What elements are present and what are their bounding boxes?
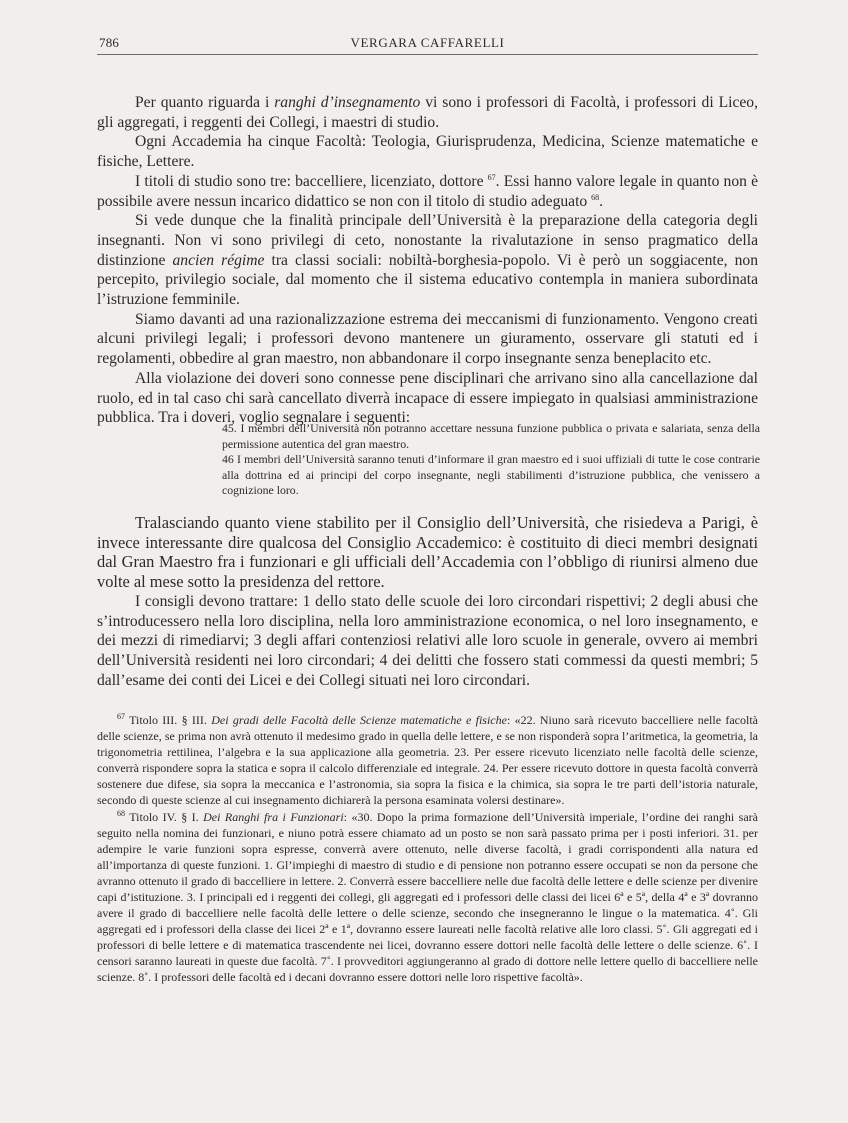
paragraph: Si vede dunque che la finalità principale dell’Università è la preparazione della categoria degli insegnanti. Non vi sono privilegi di ceto, nonostante la rivalutazione in senso pragmatico della distinzione ancien régime tra classi sociali: nobiltà-borghesia-popolo. Vi è però un soggiacente, non percepito, privilegio sociale, dal momento che il sistema educativo contempla in maniera subordinata l’istruzione femminile. (97, 212, 759, 309)
paragraph: Siamo davanti ad una razionalizzazione estrema dei meccanismi di funzionamento. Vengono creati alcuni privilegi legali; i professori devono mantenere un giuramento, osservare gli statuti ed i regolamenti, obbedire al gran maestro, non abbandonare il corpo insegnante senza beneplacito etc. (97, 310, 758, 368)
footnote-68: $^{68}$ Titolo IV. § I. Dei Ranghi fra i Funzionari: «30. Dopo la prima formazione dell’Università imperiale, l’ordine dei ranghi sarà seguito nella nomina dei funzionari, e niuno potrà essere chiamato ad un posto se non sarà passato prima per i posti inferiori. 31. per adempire le varie funzioni sopra espresse, converrà avere ottenuto, nelle diverse facoltà, i gradi corrispondenti alla natura ed all’importanza di queste funzioni. 1. Gl’impieghi di maestro di studio e di pensione non potranno essere occupati se non da persone che avranno ottenuto il grado di baccelliere in lettere. 2. Converrà essere baccelliere nelle due facoltà delle lettere e delle scienze per divenire capi d’istituzione. 3. I principali ed i reggenti dei collegi, gli aggregati ed i professori delle classi dei licei 6ª e 5ª, della 4ª e 3ª dovranno avere il grado di baccelliere nelle facoltà delle lettere o delle scienze, secondo che insegneranno le lingue o la matematica. 4˚. Gli aggregati ed i professori della classe dei licei 2ª e 1ª, dovranno essere laureati nelle facoltà relative alle loro classi. 5˚. Gli aggregati ed i professori di belle lettere e di matematica trascendente nei licei, dovranno essere dottori nelle facoltà delle lettere o delle scienze. 6˚. I censori saranno laureati in queste due facoltà. 7˚. I provveditori aggiungeranno al grado di dottore nelle lettere quello di baccelliere nelle scienze. 8˚. I professori delle facoltà ed i decani dovranno essere dottori nelle loro rispettive facoltà». (97, 809, 758, 984)
quote-item-46: 46 I membri dell’Università saranno tenuti d’informare il gran maestro ed i suoi uffiziali di tutte le cose contrarie alla dottrina ed ai principi del corpo insegnante, negli stabilimenti d’istruzione pubblica, che venissero a cognizione loro. (222, 452, 760, 498)
paragraph: I consigli devono trattare: 1 dello stato delle scuole dei loro circondari rispettivi; 2 degli abusi che s’introducessero nella loro disciplina, nella loro amministrazione economica, o nel loro insegnamento, e dei mezzi di rimediarvi; 3 degli affari contenziosi relativi alle loro scuole in generale, ovvero ai membri dell’Università residenti nei loro circondari; 4 dei delitti che fossero stati commessi da questi membri; 5 dall’esame dei conti dei Licei e dei Collegi situati nei loro circondari. (97, 592, 758, 689)
quote-item-45: 45. I membri dell’Università non potranno accettare nessuna funzione pubblica o privata e salariata, senza della permissione autentica del gran maestro. (222, 421, 760, 451)
body-text-bottom (97, 513, 758, 690)
body-text-top (97, 93, 758, 428)
paragraph: I titoli di studio sono tre: baccelliere, licenziato, dottore $^{67}$. Essi hanno valore legale in quanto non è possibile avere nessun incarico didattico se non con il titolo di studio adeguato $^{68}$. (97, 172, 758, 210)
paragraph: Alla violazione dei doveri sono connesse pene disciplinari che arrivano sino alla cancellazione dal ruolo, ed in tal caso chi sarà cancellato diverrà incapace di essere impiegato in qualsiasi amministrazione pubblica. Tra i doveri, voglio segnalare i seguenti: (97, 369, 758, 427)
footnote-67: $^{67}$ Titolo III. § III. Dei gradi delle Facoltà delle Scienze matematiche e fisiche: «22. Niuno sarà ricevuto baccelliere nelle facoltà delle scienze, se prima non avrà ottenuto il medesimo grado in quella delle lettere, e se non risponderà sopra l’aritmetica, la geometria, la trigonometria rettilinea, l’algebra e la sua applicazione alla geometria. 23. Per essere ricevuto licenziato nelle facoltà delle scienze, converrà rispondere sopra la statica e sopra il calcolo differenziale ed integrale. 24. Per essere ricevuto dottore in questa facoltà converrà sostenere due difese, sia sopra la meccanica e l’astronomia, sia sopra la fisica e la chimica, sia sopra le tre parti dell’istoria naturale, secondo di queste scienze al cui insegnamento dichiarerà la persona esaminata volersi destinare». (97, 712, 758, 807)
footnotes (97, 712, 758, 986)
paragraph: Tralasciando quanto viene stabilito per il Consiglio dell’Università, che risiedeva a Parigi, è invece interessante dire qualcosa del Consiglio Accademico: è costituito di dieci membri designati dal Gran Maestro fra i funzionari e gli ufficiali dell’Accademia con l’obbligo di riunirsi almeno due volte al mese sotto la presidenza del rettore. (97, 513, 758, 592)
block-quote (222, 421, 760, 499)
footnote-number: 67 (117, 712, 125, 721)
footnote-ref-68[interactable]: 68 (591, 192, 600, 202)
page-number: 786 (99, 35, 120, 50)
running-title: VERGARA CAFFARELLI (350, 35, 505, 50)
running-header (97, 32, 758, 55)
paragraph: Per quanto riguarda i ranghi d’insegnamento vi sono i professori di Facoltà, i professori di Liceo, gli aggregati, i reggenti dei Collegi, i maestri di studio. (97, 94, 758, 131)
paragraph: Ogni Accademia ha cinque Facoltà: Teologia, Giurisprudenza, Medicina, Scienze matematiche e fisiche, Lettere. (97, 133, 758, 171)
footnote-number: 68 (117, 809, 125, 818)
footnote-ref-67[interactable]: 67 (487, 172, 496, 182)
